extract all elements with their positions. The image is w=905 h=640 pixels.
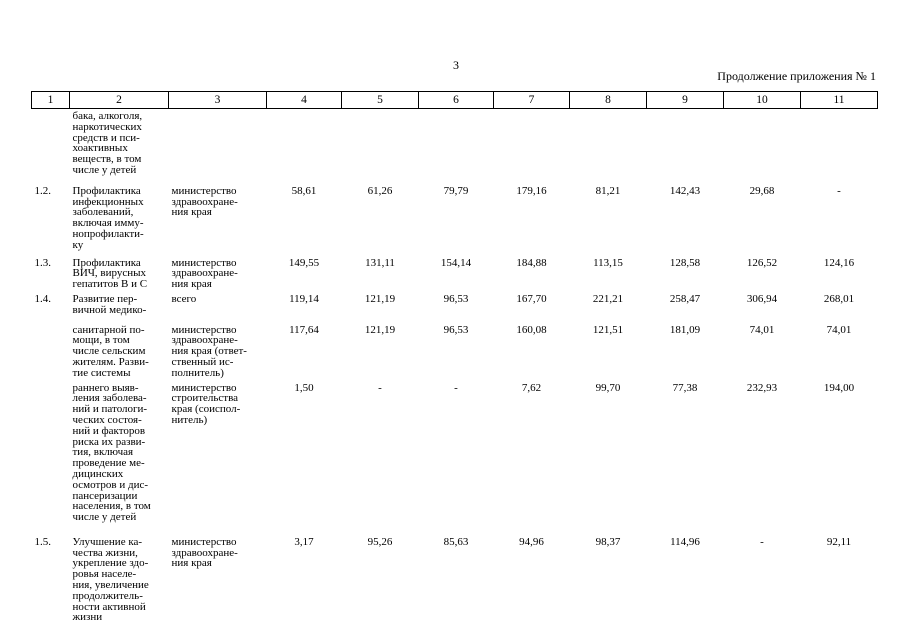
page-number: 3 — [453, 58, 459, 72]
header-row — [32, 92, 878, 109]
funding-value-col-10 — [724, 109, 801, 176]
column-header-10: 10 — [724, 92, 801, 109]
column-header-5: 5 — [342, 92, 419, 109]
funding-value-col-9: 114,96 — [670, 535, 700, 548]
funding-value-col-5: 121,19 — [364, 323, 396, 336]
table-body — [32, 109, 878, 624]
funding-value-col-7: 160,08 — [516, 323, 547, 336]
responsible-executor: министерство здравоохране- ния края — [171, 256, 238, 291]
funding-value-col-11 — [801, 109, 878, 176]
funding-value-col-8: 81,21 — [595, 184, 621, 197]
funding-value-col-5: 95,26 — [367, 535, 393, 548]
activity-name: Профилактика инфекционных заболеваний, включая имму- нопрофилакти- ку — [72, 184, 144, 251]
funding-value-col-10: 232,93 — [746, 381, 778, 394]
funding-value-col-6 — [419, 109, 494, 176]
row-index: 1.3. — [34, 256, 51, 269]
funding-value-col-6: 96,53 — [443, 323, 469, 336]
row-index: 1.5. — [34, 535, 51, 548]
funding-value-col-9: 77,38 — [672, 381, 698, 394]
funding-value-col-4 — [267, 109, 342, 176]
funding-value-col-11: 194,00 — [823, 381, 855, 394]
funding-value-col-4: 149,55 — [288, 256, 320, 269]
funding-value-col-5: - — [378, 381, 382, 394]
table-row — [32, 109, 878, 176]
funding-value-col-5: 61,26 — [367, 184, 393, 197]
activity-name: бака, алкоголя, наркотических средств и пси- хоактивных веществ, в том числе у детей — [72, 110, 143, 176]
funding-value-col-9: 258,47 — [669, 292, 701, 305]
funding-value-col-8: 98,37 — [595, 535, 621, 548]
column-header-11: 11 — [801, 92, 878, 109]
funding-value-col-4: 58,61 — [291, 184, 317, 197]
funding-value-col-7: 94,96 — [519, 535, 544, 548]
row-index: 1.2. — [34, 184, 51, 197]
activity-name: раннего выяв- ления заболева- ний и патологи- ческих состоя- ний и факторов риска их разви- тия, включая проведение ме- дицинских осмотров и дис- пансеризации населения, в том числе у детей — [72, 381, 151, 524]
row-index: 1.4. — [34, 292, 51, 305]
funding-value-col-8: 113,15 — [593, 256, 623, 269]
row-index — [32, 109, 70, 176]
funding-value-col-11: 92,11 — [826, 535, 852, 548]
funding-value-col-6: - — [454, 381, 458, 394]
funding-value-col-8 — [570, 109, 647, 176]
activity-name: санитарной по- мощи, в том числе сельским жителям. Разви- тие системы — [72, 323, 149, 379]
funding-value-col-6: 85,63 — [443, 535, 469, 548]
column-header-9: 9 — [647, 92, 724, 109]
row-index — [32, 379, 70, 523]
funding-value-col-10: 126,52 — [746, 256, 778, 269]
funding-value-col-9: 181,09 — [669, 323, 701, 336]
funding-value-col-7: 184,88 — [516, 256, 547, 269]
funding-value-col-5 — [342, 109, 419, 176]
program-funding-table — [31, 91, 878, 623]
funding-value-col-11: 268,01 — [823, 292, 855, 305]
funding-value-col-6: 96,53 — [443, 292, 469, 305]
funding-value-col-11: 124,16 — [823, 256, 855, 269]
column-header-2: 2 — [70, 92, 169, 109]
funding-value-col-4: 1,50 — [294, 381, 314, 394]
funding-value-col-9: 142,43 — [669, 184, 701, 197]
funding-value-col-7 — [494, 109, 570, 176]
responsible-executor: министерство здравоохране- ния края — [171, 535, 238, 570]
responsible-executor: министерство здравоохране- ния края — [171, 184, 238, 219]
funding-value-col-6: 154,14 — [440, 256, 472, 269]
table-row — [32, 176, 878, 251]
table-row — [32, 379, 878, 523]
funding-value-col-11: 74,01 — [826, 323, 852, 336]
table-row — [32, 523, 878, 623]
column-header-8: 8 — [570, 92, 647, 109]
row-index — [32, 316, 70, 379]
column-header-4: 4 — [267, 92, 342, 109]
funding-value-col-5: 121,19 — [364, 292, 396, 305]
funding-value-col-7: 7,62 — [521, 381, 542, 394]
table-row — [32, 316, 878, 379]
table-row — [32, 251, 878, 290]
funding-value-col-4: 3,17 — [294, 535, 314, 548]
column-header-1: 1 — [32, 92, 70, 109]
responsible-executor: всего — [171, 292, 197, 305]
table-row — [32, 290, 878, 316]
funding-value-col-8: 99,70 — [595, 381, 621, 394]
funding-value-col-10: 29,68 — [749, 184, 775, 197]
appendix-continuation-note: Продолжение приложения № 1 — [717, 69, 876, 83]
funding-value-col-8: 121,51 — [592, 323, 624, 336]
funding-value-col-10: - — [760, 535, 764, 548]
funding-value-col-5: 131,11 — [365, 256, 395, 269]
column-header-3: 3 — [169, 92, 267, 109]
funding-value-col-9: 128,58 — [669, 256, 701, 269]
funding-value-col-10: 74,01 — [749, 323, 775, 336]
funding-value-col-11: - — [837, 184, 841, 197]
responsible-executor: министерство здравоохране- ния края (ответ- ственный ис- полнитель) — [171, 323, 247, 379]
activity-name: Улучшение ка- чества жизни, укрепление здо- ровья населе- ния, увеличение продолжитель- ности активной жизни — [72, 535, 149, 624]
funding-value-col-9 — [647, 109, 724, 176]
funding-value-col-10: 306,94 — [746, 292, 778, 305]
funding-value-col-4: 119,14 — [289, 292, 319, 305]
responsible-executor — [169, 109, 267, 176]
funding-value-col-4: 117,64 — [289, 323, 319, 336]
column-header-6: 6 — [419, 92, 494, 109]
activity-name: Развитие пер- вичной медико- — [72, 292, 147, 316]
funding-value-col-7: 167,70 — [516, 292, 547, 305]
responsible-executor: министерство строительства края (соиспол- нитель) — [171, 381, 241, 426]
funding-value-col-8: 221,21 — [592, 292, 624, 305]
funding-value-col-7: 179,16 — [516, 184, 547, 197]
column-header-7: 7 — [494, 92, 570, 109]
activity-name: Профилактика ВИЧ, вирусных гепатитов В и С — [72, 256, 148, 291]
funding-value-col-6: 79,79 — [443, 184, 469, 197]
